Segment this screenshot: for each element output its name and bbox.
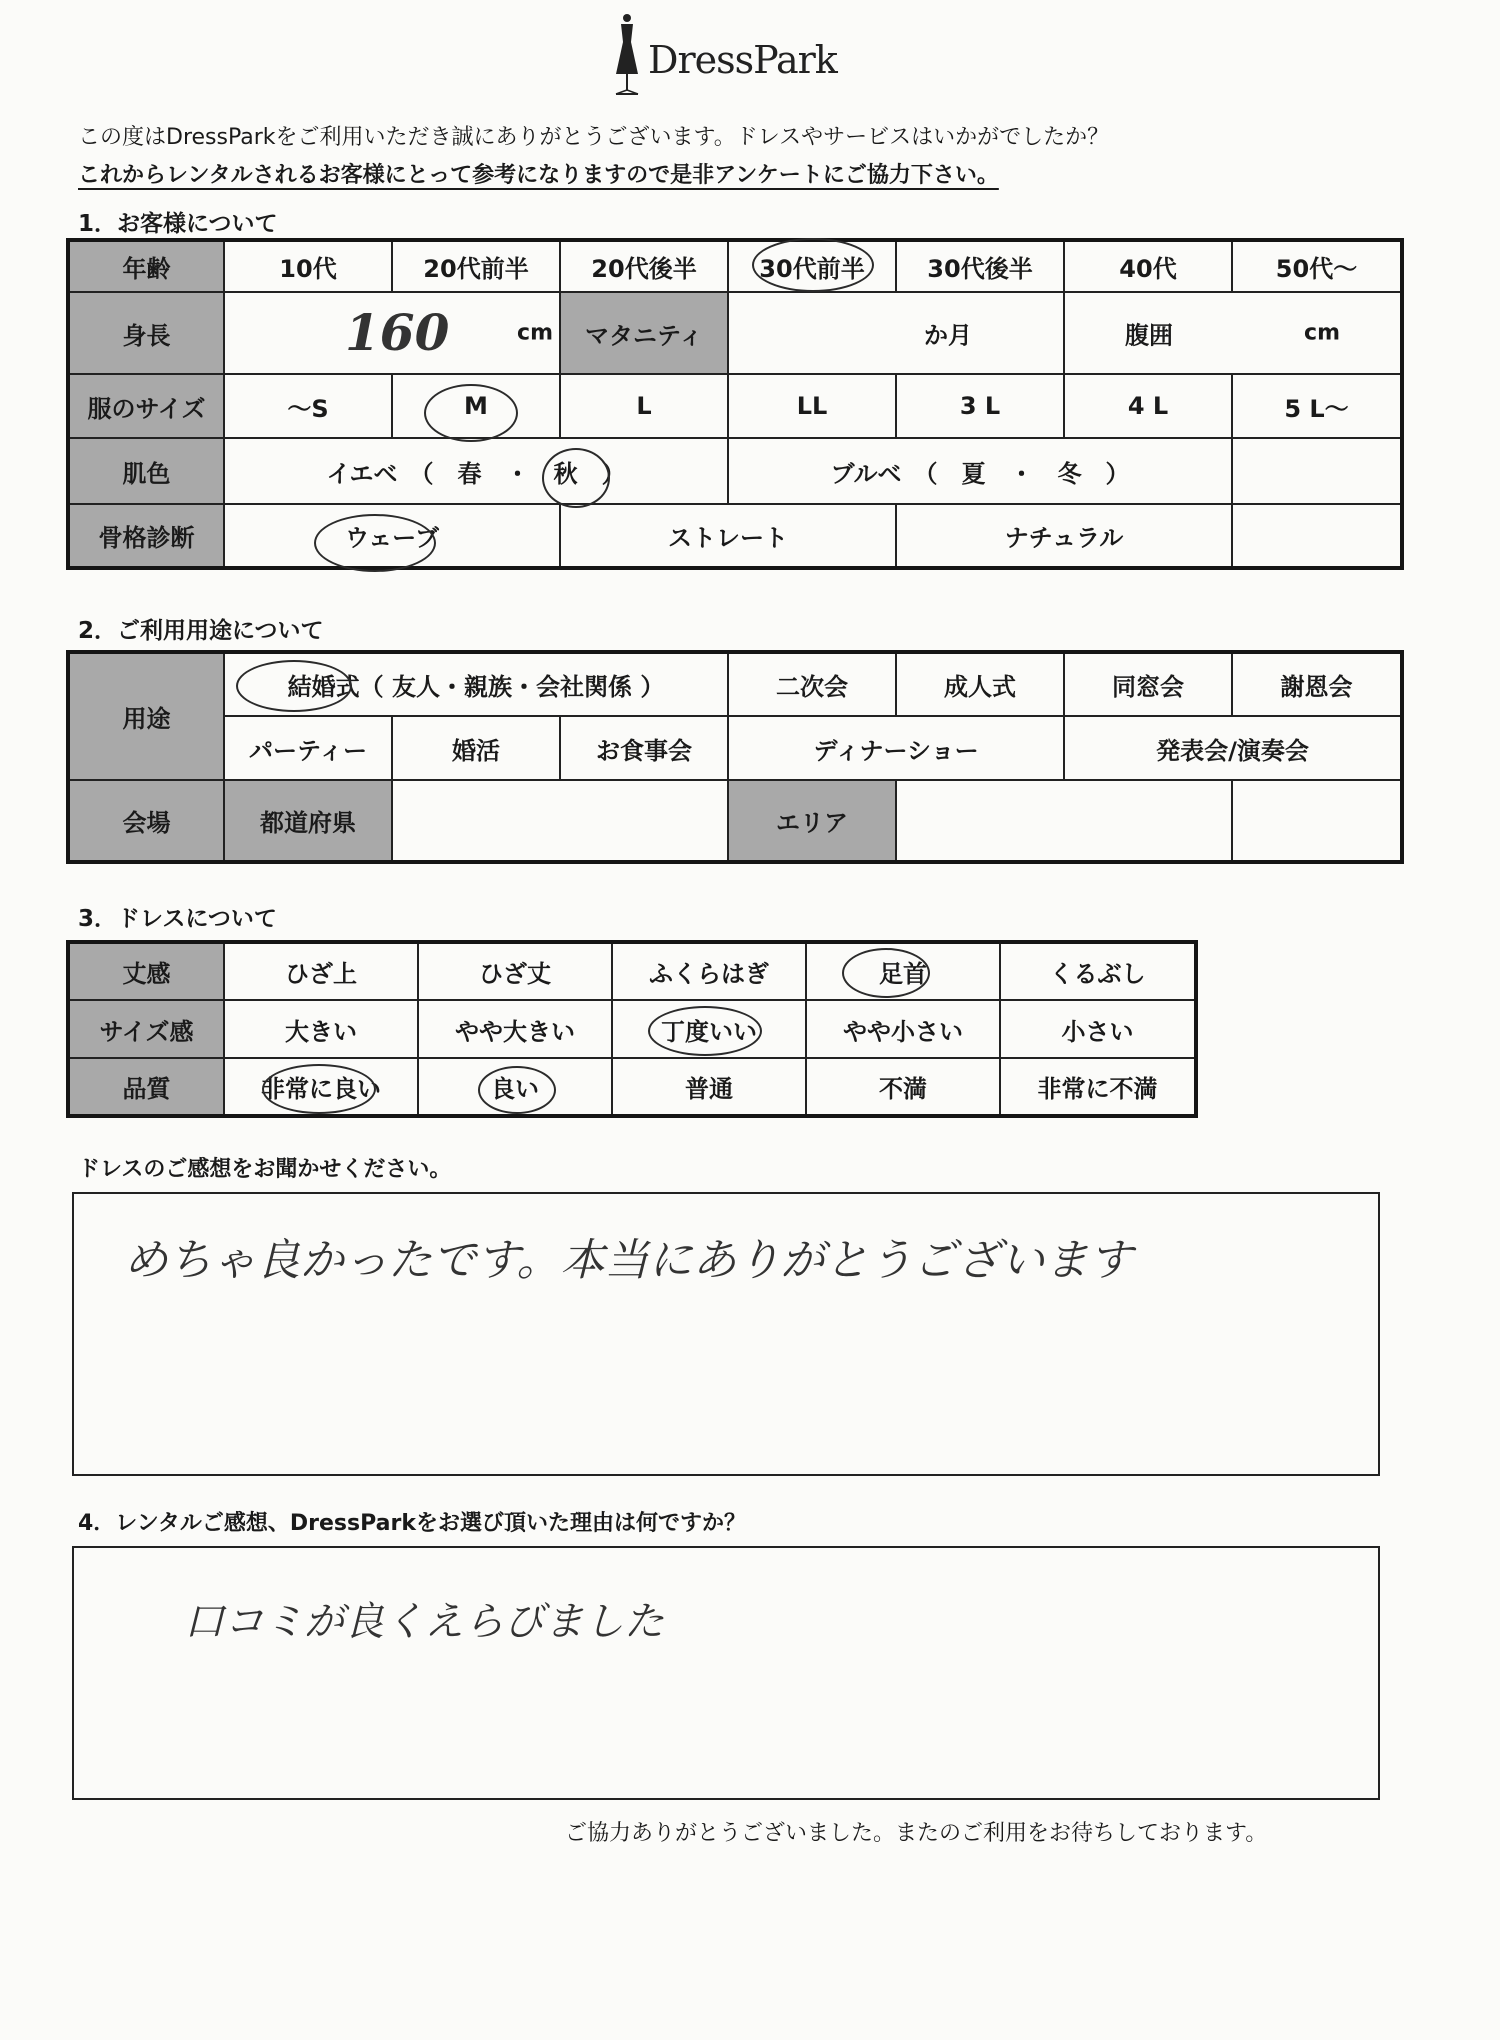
maternity-field[interactable] [728,292,1064,374]
length-option[interactable]: くるぶし [1000,942,1196,1000]
comment-text: めちゃ良かったです。本当にありがとうございます [124,1235,1133,1286]
fit-row [68,1000,1196,1058]
height-unit: cm [517,320,553,346]
length-option[interactable]: ひざ上 [224,942,418,1000]
purpose-row-1 [68,652,1402,716]
height-field[interactable] [224,292,560,374]
fit-option[interactable]: 大きい [224,1000,418,1058]
venue-row-blank [1232,780,1402,862]
size-label: 服のサイズ [68,374,224,438]
section-4-title: 4．レンタルご感想、DressParkをお選び頂いた理由は何ですか？ [78,1511,746,1536]
size-option[interactable]: LL [728,374,896,438]
frame-row-blank [1232,504,1402,568]
venue-label: 会場 [68,780,224,862]
frame-option[interactable]: ナチュラル [896,504,1232,568]
purpose-option[interactable]: 同窓会 [1064,652,1232,716]
area-label: エリア [728,780,896,862]
quality-option[interactable]: 非常に不満 [1000,1058,1196,1116]
length-option[interactable]: ふくらはぎ [612,942,806,1000]
purpose-option[interactable]: お食事会 [560,716,728,780]
size-option[interactable]: ～S [224,374,392,438]
area-field[interactable] [896,780,1232,862]
frame-label: 骨格診断 [68,504,224,568]
section-1-title: 1．お客様について [78,211,278,237]
quality-label: 品質 [68,1058,224,1116]
size-option-selected[interactable]: M [392,374,560,438]
prefecture-label: 都道府県 [224,780,392,862]
frame-row [68,504,1402,568]
frame-option-selected[interactable]: ウェーブ [224,504,560,568]
size-option[interactable]: 3 L [896,374,1064,438]
dress-table [66,940,1198,1118]
dress-form-icon [610,12,644,96]
length-row [68,942,1196,1000]
skin-row-blank [1232,438,1402,504]
comment-prompt: ドレスのご感想をお聞かせください。 [78,1157,452,1182]
quality-row [68,1058,1196,1116]
dresspark-logo [610,12,850,102]
purpose-row-2 [68,716,1402,780]
skin-yellow-option[interactable]: イエベ （ 春 ・ 秋 ） [224,438,728,504]
purpose-option-selected[interactable]: 結婚式（ 友人・親族・会社関係 ） [224,652,728,716]
quality-option-selected[interactable]: 非常に良い [224,1058,418,1116]
height-value: 160 [345,303,450,362]
size-row [68,374,1402,438]
purpose-option[interactable]: パーティー [224,716,392,780]
maternity-label: マタニティ [560,292,728,374]
length-option-selected[interactable]: 足首 [806,942,1000,1000]
skin-blue-option[interactable]: ブルベ （ 夏 ・ 冬 ） [728,438,1232,504]
brand-name: DressPark [648,38,837,82]
venue-row [68,780,1402,862]
age-option[interactable]: 40代 [1064,240,1232,292]
fit-option[interactable]: 小さい [1000,1000,1196,1058]
length-label: 丈感 [68,942,224,1000]
intro-line-2: これからレンタルされるお客様にとって参考になりますので是非アンケートにご協力下さい。 [78,163,999,188]
quality-option[interactable]: 普通 [612,1058,806,1116]
purpose-option[interactable]: 婚活 [392,716,560,780]
fit-option-selected[interactable]: 丁度いい [612,1000,806,1058]
height-row [68,292,1402,374]
skin-row [68,438,1402,504]
customer-info-table [66,238,1404,570]
reason-text: 口コミが良くえらびました [184,1599,664,1645]
purpose-option[interactable]: 発表会/演奏会 [1064,716,1402,780]
comment-box[interactable] [72,1192,1380,1476]
size-option[interactable]: L [560,374,728,438]
skin-label: 肌色 [68,438,224,504]
purpose-option[interactable]: 成人式 [896,652,1064,716]
size-option[interactable]: 5 L～ [1232,374,1402,438]
section-3-title: 3．ドレスについて [78,906,277,932]
purpose-label: 用途 [68,652,224,780]
age-option[interactable]: 10代 [224,240,392,292]
waist-label: 腹囲 [1125,321,1173,350]
reason-box[interactable] [72,1546,1380,1800]
usage-table [66,650,1404,864]
waist-unit: cm [1304,320,1340,346]
size-option[interactable]: 4 L [1064,374,1232,438]
section-2-title: 2．ご利用用途について [78,618,324,644]
maternity-unit: か月 [924,321,972,350]
age-option-selected[interactable]: 30代前半 [728,240,896,292]
fit-option[interactable]: やや大きい [418,1000,612,1058]
age-option[interactable]: 30代後半 [896,240,1064,292]
purpose-option[interactable]: ディナーショー [728,716,1064,780]
age-option[interactable]: 50代～ [1232,240,1402,292]
quality-option-selected[interactable]: 良い [418,1058,612,1116]
intro-line-1: この度はDressParkをご利用いただき誠にありがとうございます。ドレスやサービスはいかがでしたか？ [78,125,1110,150]
age-label: 年齢 [68,240,224,292]
fit-label: サイズ感 [68,1000,224,1058]
height-label: 身長 [68,292,224,374]
purpose-option[interactable]: 謝恩会 [1232,652,1402,716]
frame-option[interactable]: ストレート [560,504,896,568]
footer-thanks: ご協力ありがとうございました。またのご利用をお待ちしております。 [565,1821,1268,1846]
quality-option[interactable]: 不満 [806,1058,1000,1116]
age-row [68,240,1402,292]
age-option[interactable]: 20代後半 [560,240,728,292]
age-option[interactable]: 20代前半 [392,240,560,292]
purpose-option[interactable]: 二次会 [728,652,896,716]
waist-field[interactable] [1064,292,1402,374]
fit-option[interactable]: やや小さい [806,1000,1000,1058]
length-option[interactable]: ひざ丈 [418,942,612,1000]
prefecture-field[interactable] [392,780,728,862]
